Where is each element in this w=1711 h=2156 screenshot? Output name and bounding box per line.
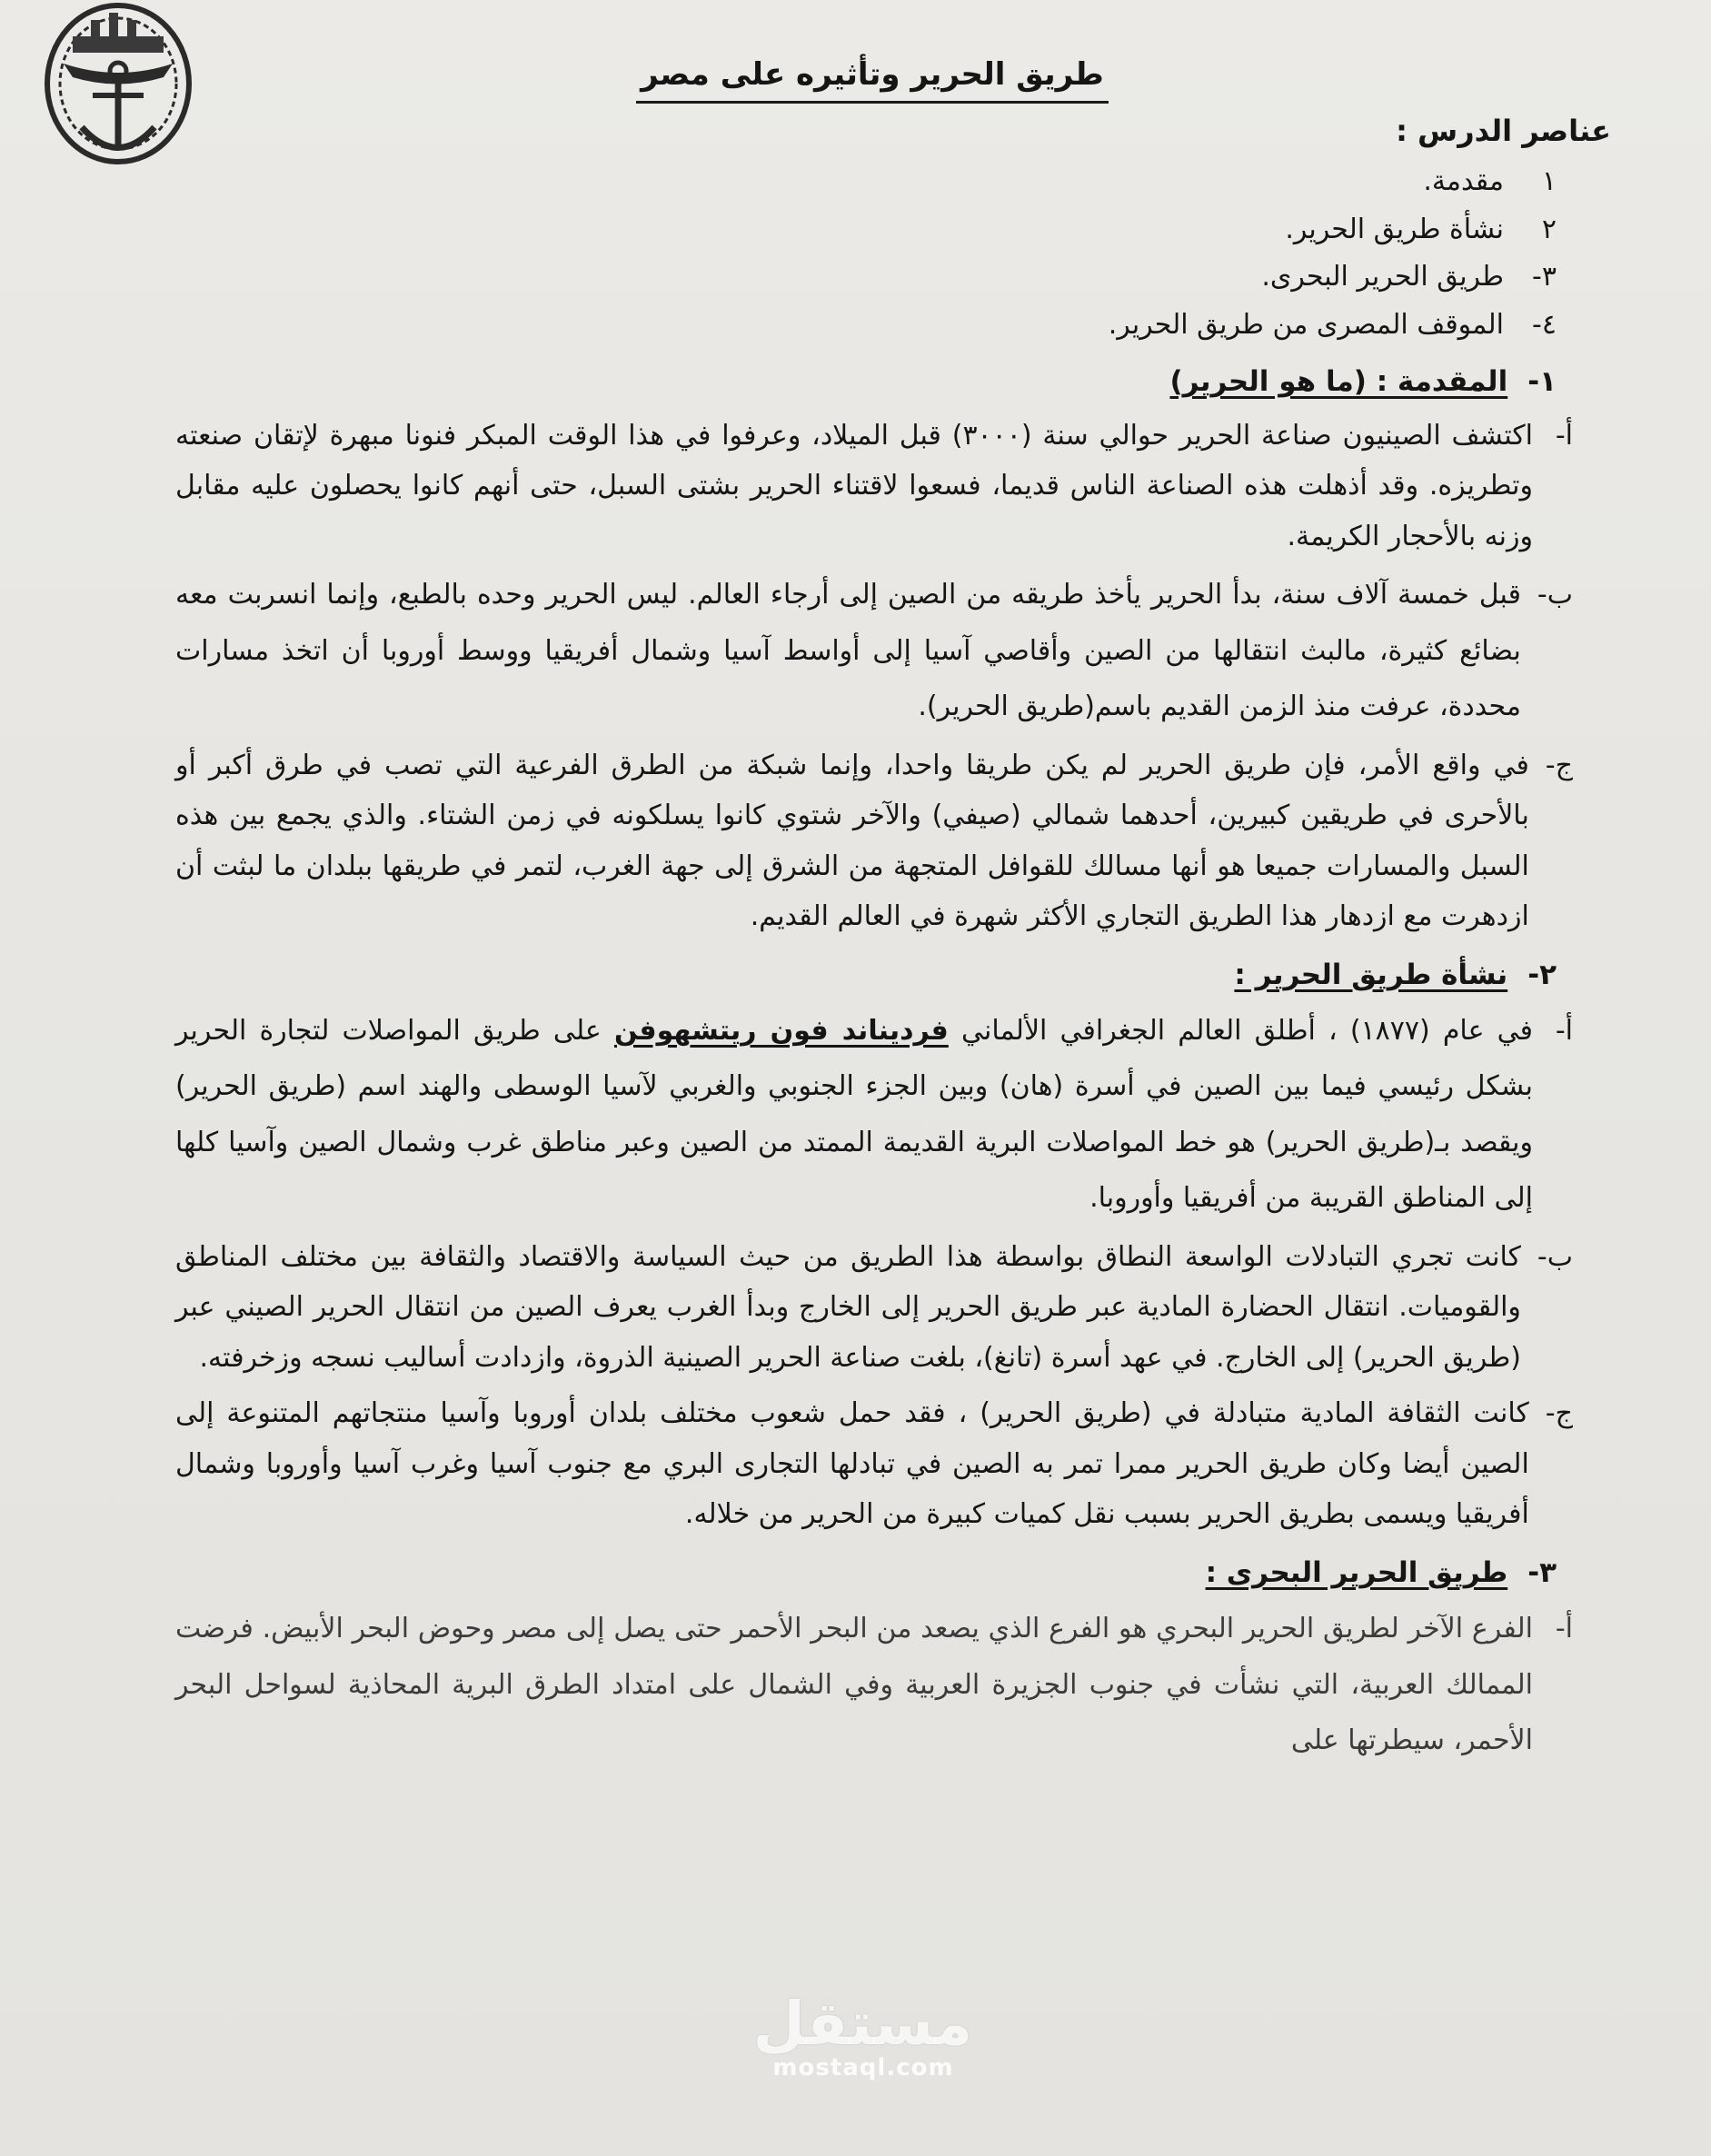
list-item-label: مقدمة.	[1423, 165, 1504, 198]
paragraph-text: في واقع الأمر، فإن طريق الحرير لم يكن طريقا واحدا، وإنما شبكة من الطرق الفرعية التي تصب في طرق أكبر أو بالأحرى في طريقين كبيرين، أحدهما شمالي (صيفي) والآخر شتوي كانوا يسلكونه في زمن الشتاء. والذي يجمع بين هذه السبل والمسارات جميعا هو أنها مسالك للقوافل المتجهة من الشرق إلى جهة الغرب، لتمر في طريقها ببلدان ما لبثت أن ازدهرت مع ازدهار هذا الطريق التجاري الأكثر شهرة في العالم القديم.	[175, 749, 1529, 933]
section-number: ٣-	[1527, 1555, 1557, 1589]
paragraph-letter: ب-	[1537, 579, 1573, 611]
paragraph-letter: أ-	[1555, 419, 1573, 452]
text-segment: على طريق المواصلات لتجارة الحرير بشكل رئيسي فيما بين الصين في أسرة (هان) وبين الجزء الجنوبي والغربي لآسيا الوسطى والهند اسم (طريق الحرير) ويقصد بـ(طريق الحرير) هو خط المواصلات البرية القديمة الممتد من الصين وعبر مناطق غرب وشمال الصين وآسيا كلها إلى المناطق القريبة من أفريقيا وأوروبا.	[175, 1014, 1533, 1215]
section-heading	[175, 1547, 1593, 1599]
list-item-label: نشأة طريق الحرير.	[1285, 213, 1504, 245]
paragraph-letter: ج-	[1545, 749, 1573, 781]
paragraph-letter: أ-	[1555, 1613, 1573, 1645]
section-introduction	[175, 356, 1593, 941]
mostaql-watermark	[752, 1989, 972, 2081]
section-silk-road-origin	[175, 949, 1593, 1540]
section-title: المقدمة : (ما هو الحرير)	[1169, 365, 1508, 399]
paragraph-letter: ج-	[1545, 1397, 1573, 1430]
paragraph-text: اكتشف الصينيون صناعة الحرير حوالي سنة (٣٠٠٠) قبل الميلاد، وعرفوا في هذا الوقت المبكر فنونا مبهرة لإتقان صنعته وتطريزه. وقد أذهلت هذه الصناعة الناس قديما، فسعوا لاقتناء الحرير بشتى السبل، حتى أنهم كانوا يحصلون عليه مقابل وزنه بالأحجار الكريمة.	[175, 419, 1533, 552]
lesson-elements-list	[175, 158, 1593, 349]
section-title: طريق الحرير البحرى :	[1205, 1555, 1508, 1589]
list-item-label: الموقف المصرى من طريق الحرير.	[1108, 308, 1504, 341]
paragraph-letter: ب-	[1537, 1240, 1573, 1273]
list-item-number: ١	[1541, 165, 1557, 198]
list-item-number: ٤-	[1532, 308, 1557, 341]
paragraph-text: كانت تجري التبادلات الواسعة النطاق بواسطة هذا الطريق من حيث السياسة والاقتصاد والثقافة بين مختلف المناطق والقوميات. انتقال الحضارة المادية عبر طريق الحرير إلى الخارج وبدأ الغرب يعرف الصين من انتقال الحرير الصيني عبر (طريق الحرير) إلى الخارج. في عهد أسرة (تانغ)، بلغت صناعة الحرير الصينية الذروة، وازدادت أساليب نسجه وزخرفته.	[175, 1240, 1521, 1374]
list-item	[175, 253, 1557, 302]
paragraph	[175, 411, 1593, 562]
paragraph	[175, 740, 1593, 942]
elements-heading: عناصر الدرس :	[1396, 114, 1611, 148]
paragraph-text: قبل خمسة آلاف سنة، بدأ الحرير يأخذ طريقه من الصين إلى أرجاء العالم. ليس الحرير وحده بالطبع، وإنما انسربت معه بضائع كثيرة، مالبث انتقالها من الصين وأقاصي آسيا إلى أواسط آسيا وشمال أفريقيا ووسط أوروبا أن اتخذ مسارات محددة، عرفت منذ الزمن القديم باسم(طريق الحرير).	[175, 579, 1521, 723]
list-item-number: ٣-	[1532, 261, 1557, 293]
list-item-label: طريق الحرير البحرى.	[1261, 261, 1504, 293]
watermark-arabic: مستقل	[752, 1989, 972, 2059]
paragraph-text: كانت الثقافة المادية متبادلة في (طريق الحرير) ، فقد حمل شعوب مختلف بلدان أوروبا وآسيا منتجاتهم المتنوعة إلى الصين أيضا وكان طريق الحرير ممرا تمر به الصين في تبادلها التجارى البري مع جنوب آسيا وغرب آسيا وأوروبا وشمال أفريقيا ويسمى بطريق الحرير بسبب نقل كميات كبيرة من الحرير من خلاله.	[175, 1397, 1529, 1531]
list-item	[175, 206, 1557, 254]
section-number: ٢-	[1527, 958, 1557, 991]
page-title: طريق الحرير وتأثيره على مصر	[636, 56, 1109, 104]
paragraph	[175, 1232, 1593, 1384]
paragraph	[175, 567, 1593, 735]
document-body	[175, 104, 1611, 1774]
watermark-latin: mostaql.com	[772, 2054, 954, 2081]
paragraph	[175, 1003, 1593, 1227]
paragraph-text: الفرع الآخر لطريق الحرير البحري هو الفرع الذي يصعد من البحر الأحمر حتى يصل إلى مصر وحوض البحر الأبيض. فرضت الممالك العربية، التي نشأت في جنوب الجزيرة العربية وفي الشمال على امتداد الطرق البرية المحاذية لسواحل البحر الأحمر، سيطرتها على	[175, 1613, 1533, 1757]
section-number: ١-	[1527, 365, 1557, 399]
list-item	[175, 158, 1557, 206]
paragraph-letter: أ-	[1555, 1014, 1573, 1047]
text-segment: في عام (١٨٧٧) ، أطلق العالم الجغرافي الألماني	[948, 1014, 1533, 1047]
list-item	[175, 302, 1557, 350]
list-item-number: ٢	[1541, 213, 1557, 245]
section-heading	[175, 356, 1593, 408]
paragraph	[175, 1601, 1593, 1769]
geographer-name: فرديناند فون ريتشهوفن	[613, 1014, 949, 1047]
section-title: نشأة طريق الحرير :	[1234, 958, 1508, 991]
section-heading	[175, 949, 1593, 1001]
paragraph	[175, 1388, 1593, 1540]
paragraph-text	[175, 1003, 1533, 1227]
section-maritime-silk-road	[175, 1547, 1593, 1769]
